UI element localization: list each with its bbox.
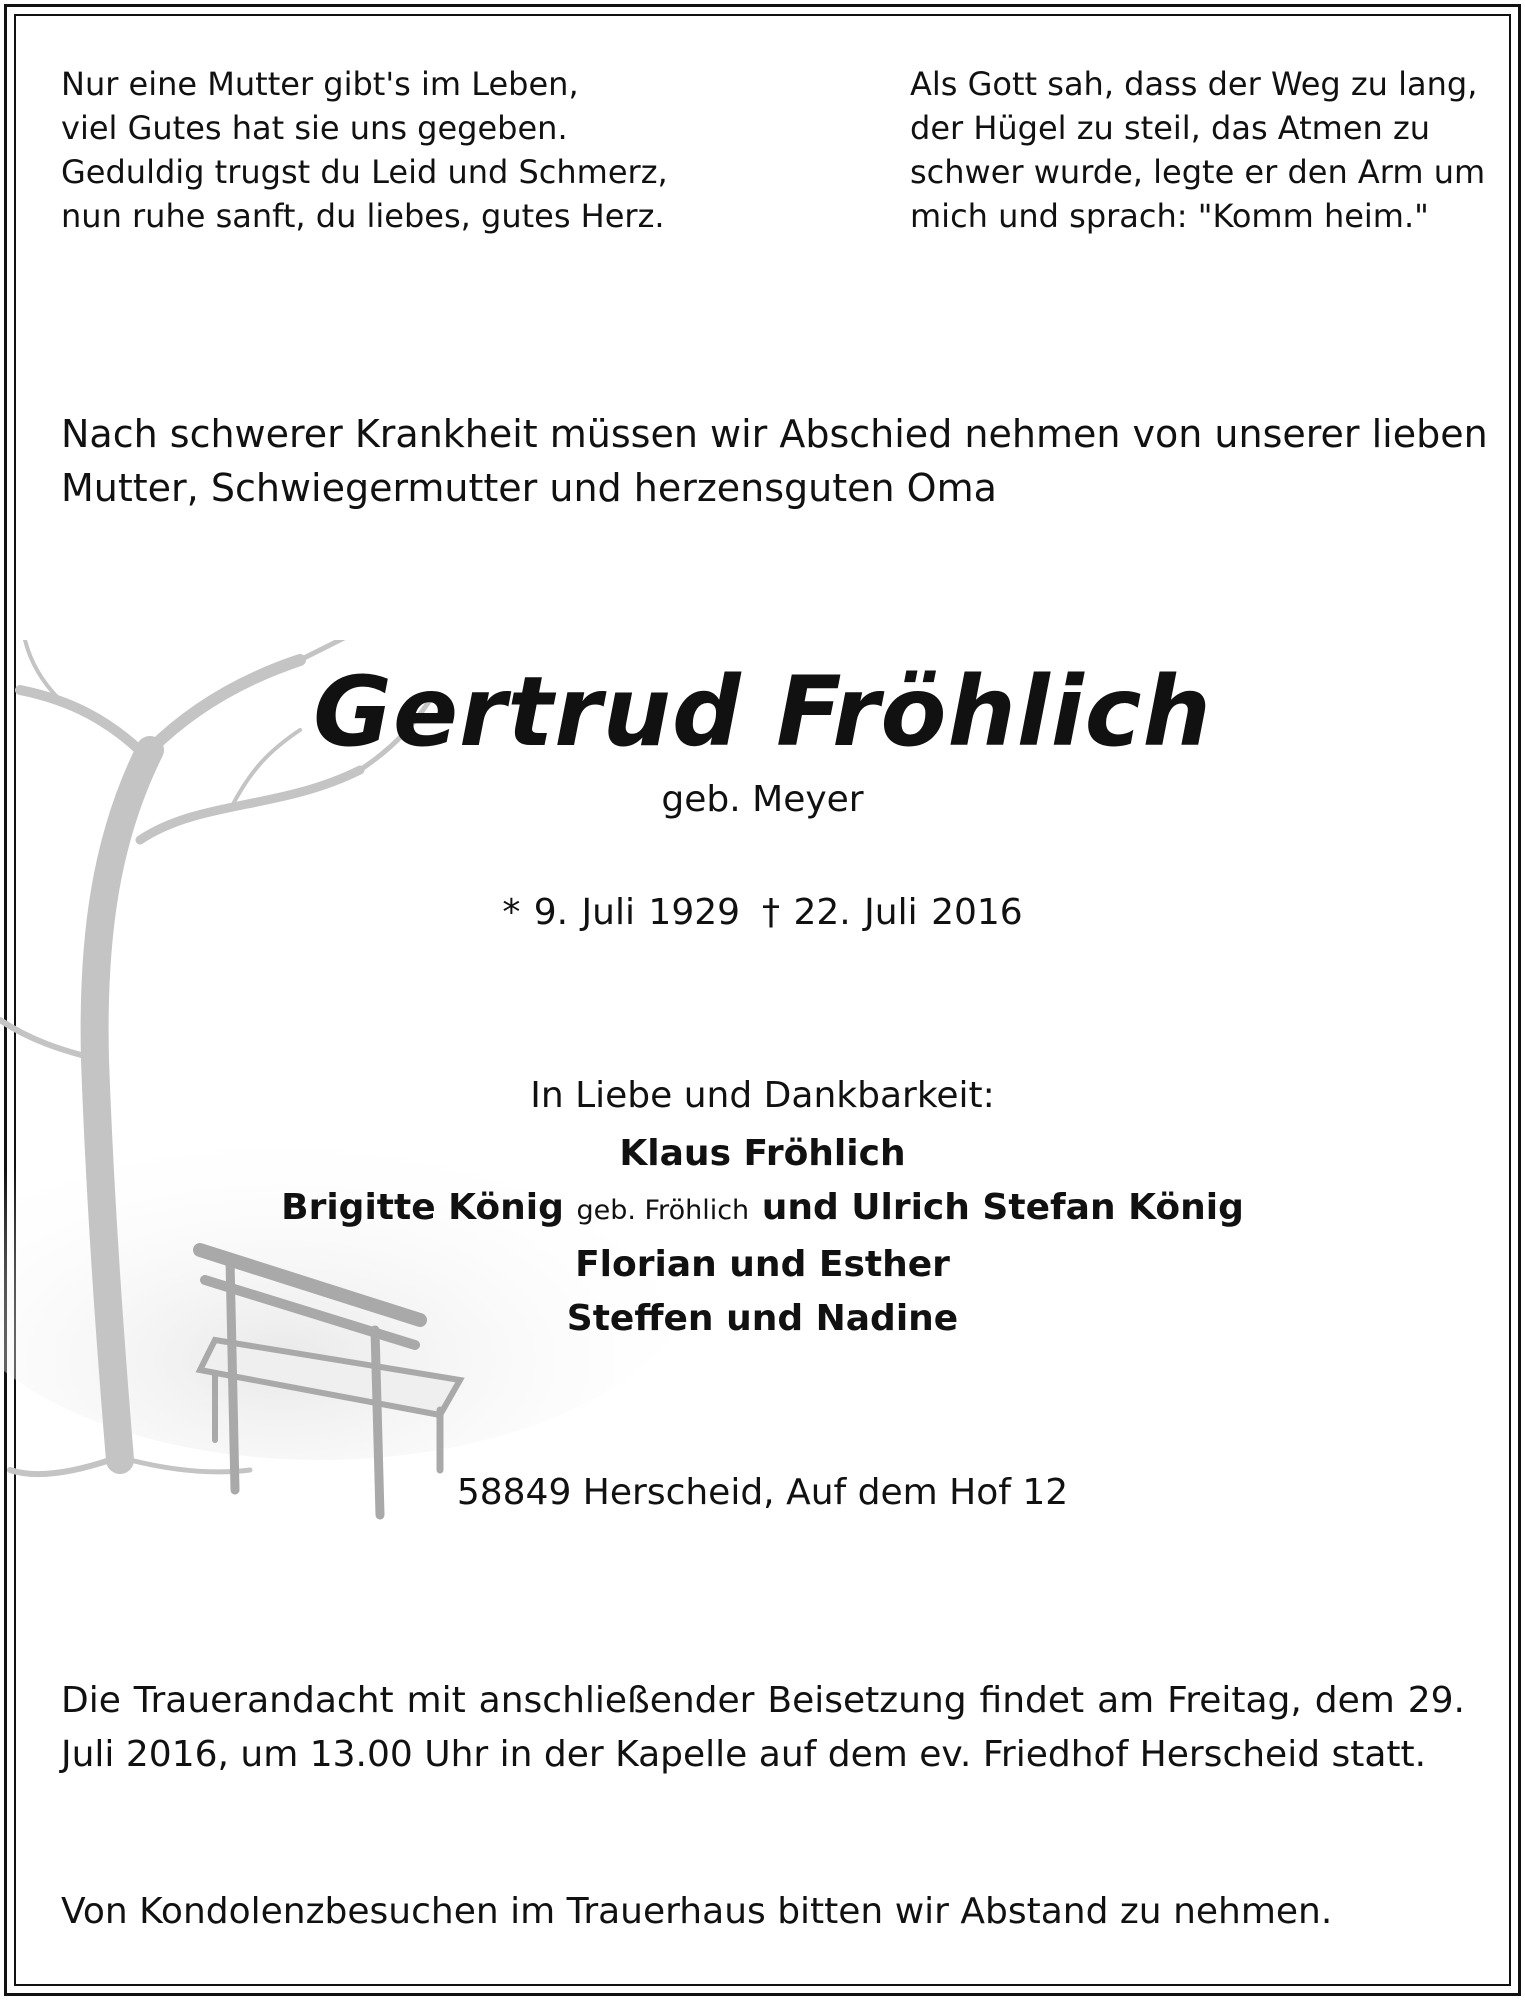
poem-line: schwer wurde, legte er den Arm um xyxy=(910,153,1486,191)
service-announcement: Die Trauerandacht mit anschließender Beisetzung findet am Freitag, dem 29. Juli 2016, um 13.00 Uhr in der Kapelle auf dem ev. Friedhof Herscheid statt. xyxy=(61,1680,1465,1775)
mourner-name: Brigitte König xyxy=(281,1187,564,1228)
death-date: † 22. Juli 2016 xyxy=(762,892,1023,933)
poem-line: viel Gutes hat sie uns gegeben. xyxy=(61,109,568,147)
family-address: 58849 Herscheid, Auf dem Hof 12 xyxy=(456,1472,1069,1513)
poem-line: nun ruhe sanft, du liebes, gutes Herz. xyxy=(61,197,665,235)
mourner-name: und Ulrich Stefan König xyxy=(761,1187,1244,1228)
poem-right xyxy=(910,62,1486,238)
poem-line: Nur eine Mutter gibt's im Leben, xyxy=(61,65,579,103)
mourners-list xyxy=(0,1127,1525,1346)
deceased-name: Gertrud Fröhlich xyxy=(313,656,1212,768)
mourner-line xyxy=(0,1181,1525,1238)
poem-line: Geduldig trugst du Leid und Schmerz, xyxy=(61,153,668,191)
poem-line: mich und sprach: "Komm heim." xyxy=(910,197,1429,235)
maiden-name: geb. Meyer xyxy=(661,779,864,820)
poem-line: Als Gott sah, dass der Weg zu lang, xyxy=(910,65,1478,103)
intro-text xyxy=(61,407,1488,515)
poem-line: der Hügel zu steil, das Atmen zu xyxy=(910,109,1431,147)
condolence-note: Von Kondolenzbesuchen im Trauerhaus bitten wir Abstand zu nehmen. xyxy=(61,1891,1333,1932)
mourner-maiden-name: geb. Fröhlich xyxy=(576,1195,750,1226)
mourner-line: Florian und Esther xyxy=(575,1244,950,1285)
mourners-heading: In Liebe und Dankbarkeit: xyxy=(530,1075,995,1116)
intro-line: Mutter, Schwiegermutter und herzensguten Oma xyxy=(61,466,997,510)
birth-date: * 9. Juli 1929 xyxy=(502,892,741,933)
mourner-line: Steffen und Nadine xyxy=(566,1298,959,1339)
poem-left xyxy=(61,62,701,238)
intro-line: Nach schwerer Krankheit müssen wir Abschied nehmen von unserer lieben xyxy=(61,412,1488,456)
mourner-line: Klaus Fröhlich xyxy=(619,1133,906,1174)
life-dates xyxy=(0,888,1525,938)
